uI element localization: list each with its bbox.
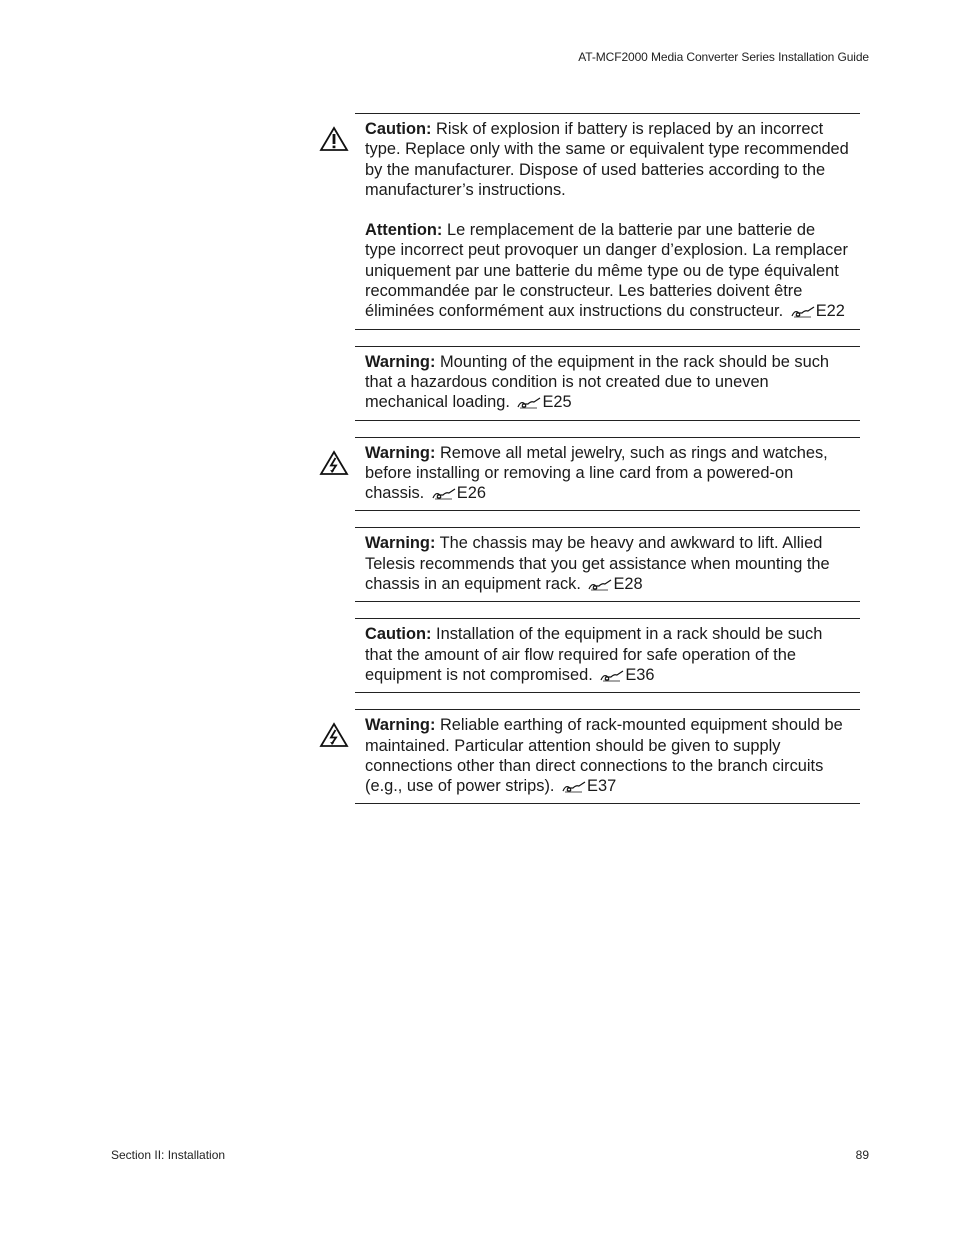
note-text: The chassis may be heavy and awkward to lift. Allied Telesis recommends that you get assistance when mounting the chassis in an equipment rack. [365, 534, 830, 594]
note-label: Caution: [365, 120, 432, 138]
electrical-hazard-icon [319, 722, 349, 748]
note-text: Installation of the equipment in a rack should be such that the amount of air flow required for safe operation of the equipment is not compromised. [365, 625, 823, 684]
warning-note [355, 527, 860, 602]
note-text: Reliable earthing of rack-mounted equipment should be maintained. Particular attention should be given to supply connections other than direct connections to the branch circuits (e.g., use of power strips). [365, 716, 843, 796]
note-label: Caution: [365, 625, 432, 644]
note-label: Warning: [365, 352, 436, 371]
reference-code: E26 [456, 484, 486, 503]
note-body [365, 624, 850, 685]
note-text: Mounting of the equipment in the rack should be such that a hazardous condition is not created due to uneven mechanical loading. [365, 352, 830, 412]
note-body [365, 352, 850, 413]
caution-note [355, 113, 860, 330]
note-body [365, 119, 850, 200]
warning-note [355, 709, 860, 804]
electrical-hazard-icon [319, 450, 349, 476]
running-header: AT-MCF2000 Media Converter Series Installation Guide [578, 50, 869, 64]
footer-section-label: Section II: Installation [111, 1148, 226, 1162]
note-label: Attention: [365, 221, 443, 240]
note-label: Warning: [365, 534, 436, 553]
translation-reference-icon [562, 781, 586, 793]
translation-reference-icon [588, 579, 612, 591]
safety-notes-list [355, 113, 860, 820]
note-text: Risk of explosion if battery is replaced by an incorrect type. Replace only with the same or equivalent type recommended by the manufacturer. Dispose of used batteries according to the manufacturer’s instructions. [365, 120, 849, 199]
note-text: Le remplacement de la batterie par une batterie de type incorrect peut provoquer un danger d’explosion. La remplacer uniquement par une batterie du même type ou de type équivalent recommandée par le constructeur. Les batteries doivent être éliminées conformément aux instructions du constructeur. [365, 221, 848, 321]
note-label: Warning: [365, 716, 436, 735]
reference-code: E36 [625, 665, 655, 684]
caution-exclamation-icon [319, 126, 349, 152]
translation-reference-icon [517, 397, 541, 409]
reference-code: E28 [613, 575, 643, 594]
translation-reference-icon [432, 488, 456, 500]
note-body-french [365, 220, 850, 321]
reference-code: E22 [815, 302, 845, 321]
translation-reference-icon [791, 306, 815, 318]
reference-code: E37 [587, 777, 617, 796]
note-body [365, 533, 850, 594]
note-body [365, 443, 850, 504]
page-number: 89 [855, 1148, 869, 1162]
warning-note [355, 346, 860, 421]
warning-note [355, 437, 860, 512]
caution-note [355, 618, 860, 693]
reference-code: E25 [542, 393, 572, 412]
note-text: Remove all metal jewelry, such as rings and watches, before installing or removing a line card from a powered-on chassis. [365, 443, 828, 503]
note-label: Warning: [365, 443, 436, 462]
translation-reference-icon [600, 670, 624, 682]
note-body [365, 715, 850, 796]
